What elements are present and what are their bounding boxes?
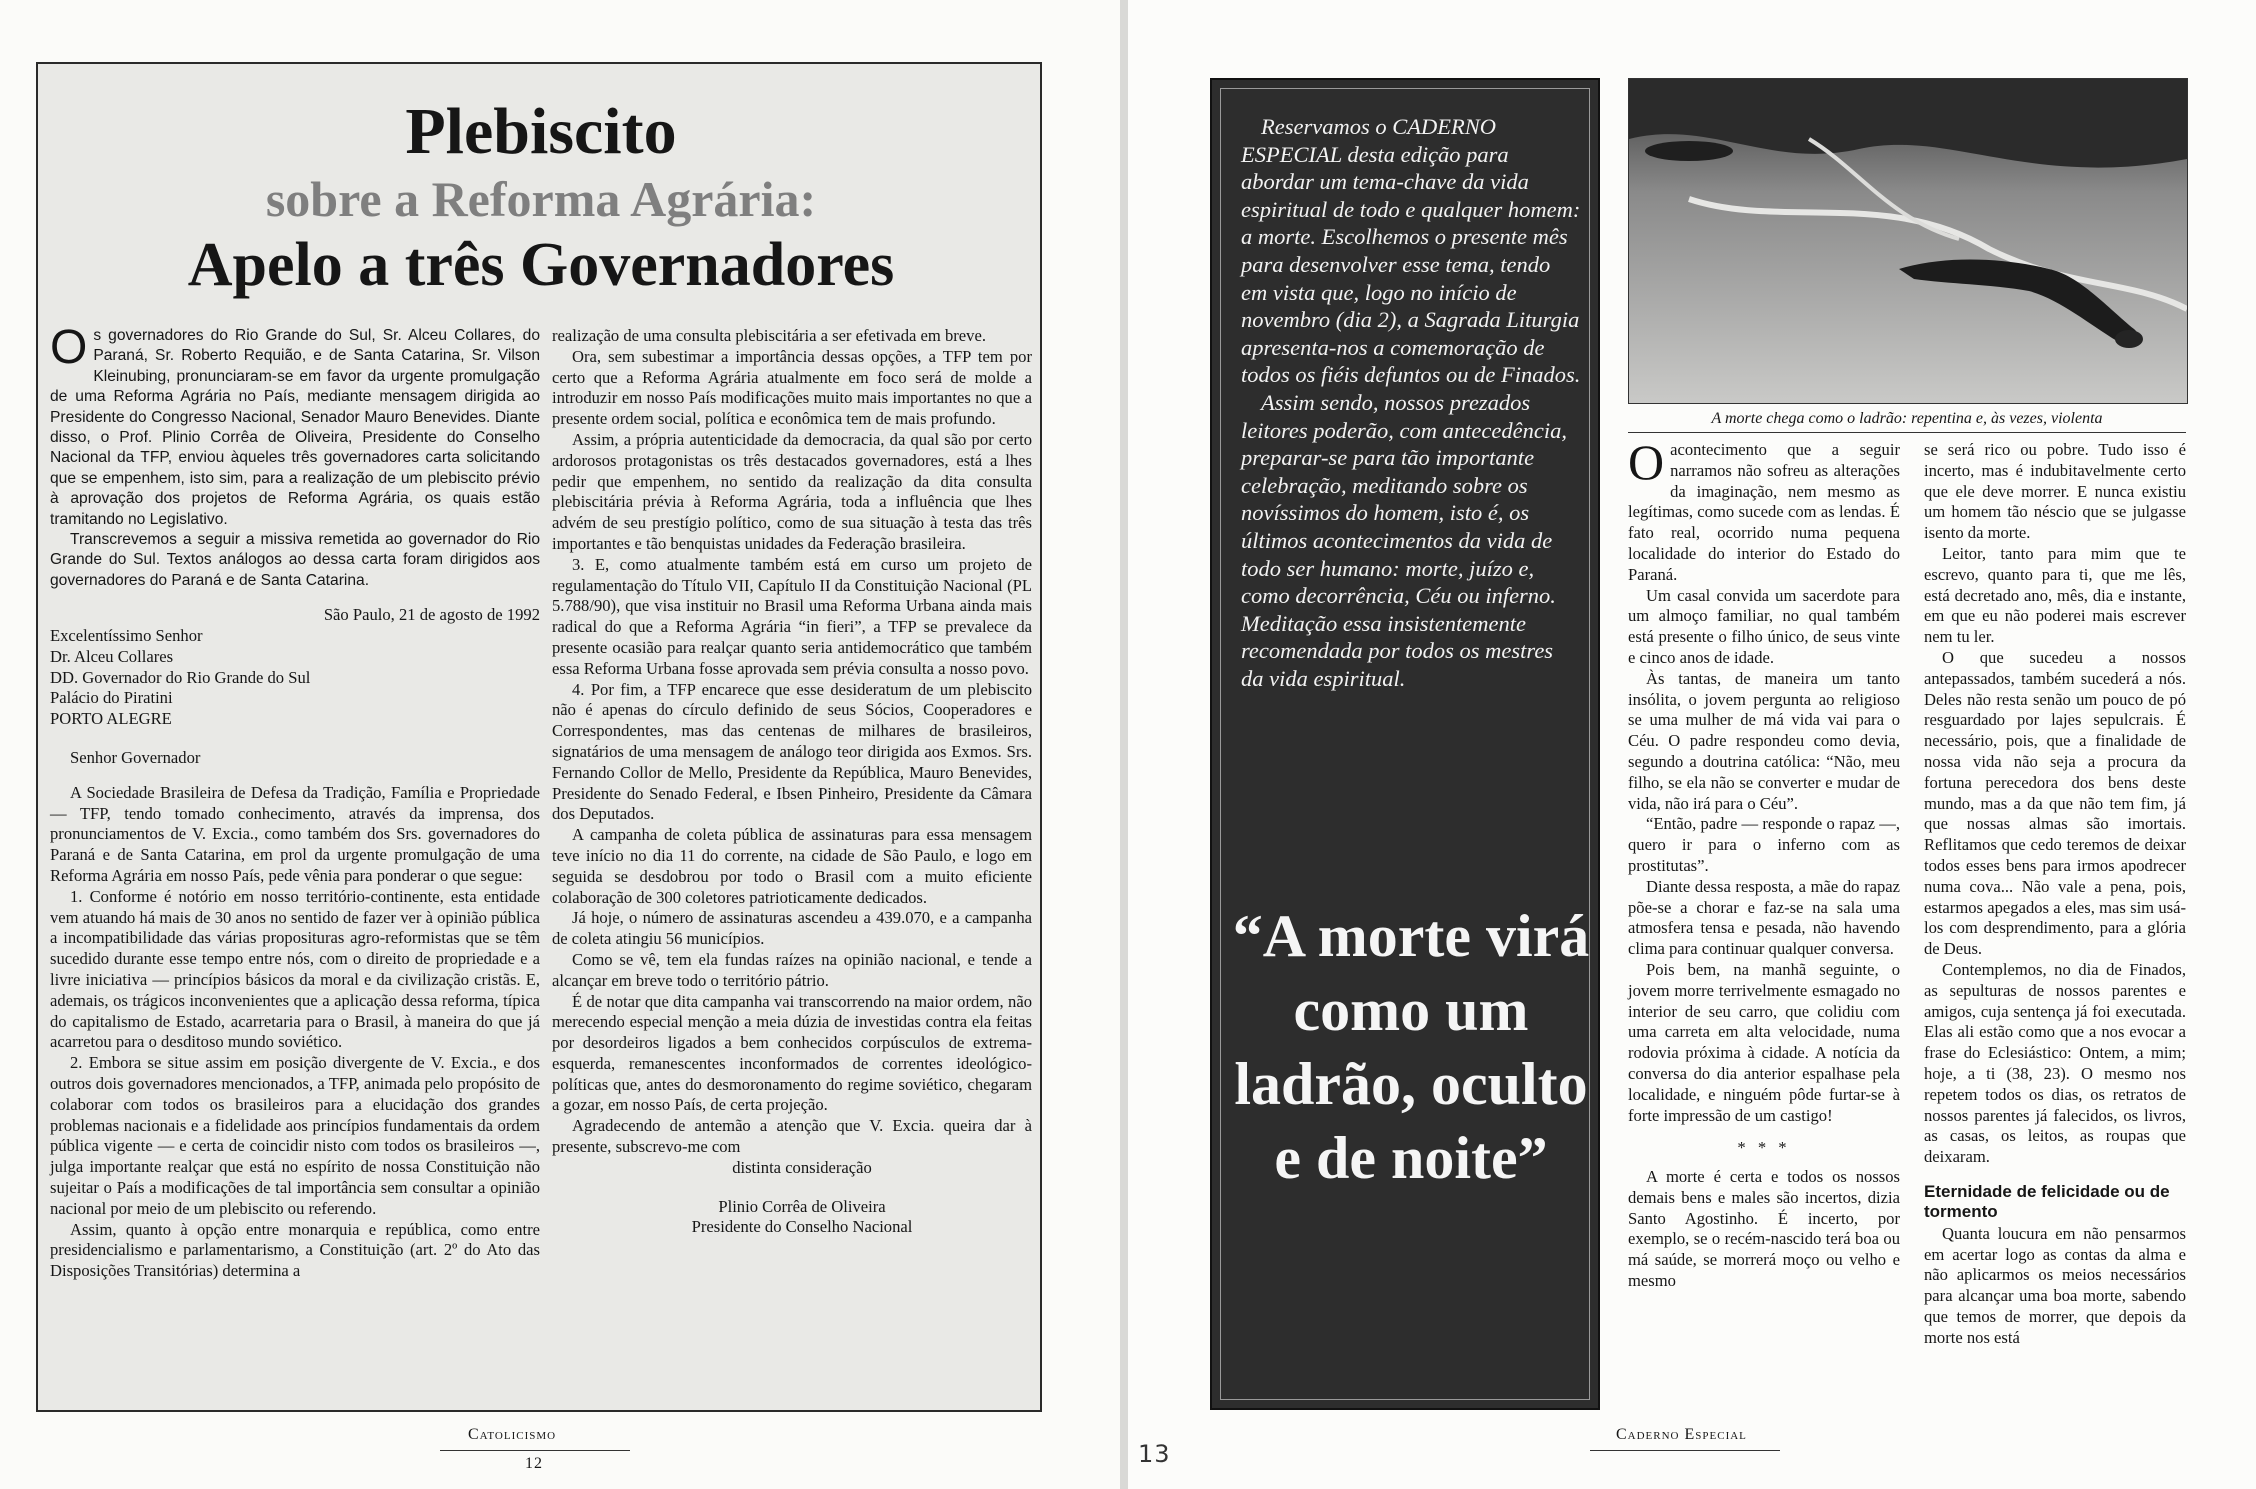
body-paragraph: Leitor, tanto para mim que te escrevo, quanto para ti, que me lês, está decretado ano, mês, dia e instante, em que eu não poderei mais escrever nem tu ler. bbox=[1924, 543, 2186, 647]
body-paragraph: Às tantas, de maneira um tanto insólita, o jovem pergunta ao religioso se uma mulher de má vida vai para o Céu. O padre respondeu como devia, segundo a doutrina católica: “Não, meu filho, se ela não se converter e mudar de vida, não irá para o Céu”. bbox=[1628, 668, 1900, 813]
intro-paragraph: Reservamos o CADERNO ESPECIAL desta edição para abordar um tema-chave da vida espiritual de todo e qualquer homem: a morte. Escolhemos o presente mês para desenvolver esse tema, tendo em vista que, logo no início de novembro (dia 2), a Sagrada Liturgia apresenta-nos a comemoração de todos os fiéis defuntos ou de Finados. bbox=[1241, 114, 1581, 388]
body-paragraph: Ora, sem subestimar a importância dessas opções, a TFP tem por certo que a Reforma Agrária atualmente em foco será de molde a introduzir em nosso País modificações muito mais importantes no que a presente ordem social, política e econômica tem de mais profundo. bbox=[552, 346, 1032, 429]
dateline: São Paulo, 21 de agosto de 1992 bbox=[323, 605, 540, 625]
intro-paragraph-2: Transcrevemos a seguir a missiva remetida ao governador do Rio Grande do Sul. Textos análogos ao dessa carta foram dirigidos aos governadores do Paraná e de Santa Catarina. bbox=[50, 531, 540, 589]
handwritten-page-number: 13 bbox=[1138, 1440, 1171, 1468]
body-paragraph: se será rico ou pobre. Tudo isso é incerto, mas é indubitavelmente certo que ele deve morrer. E nunca existiu um homem tão néscio que se julgasse isento da morte. bbox=[1924, 440, 2186, 543]
closing-line: distinta consideração bbox=[732, 1157, 872, 1177]
intro-text bbox=[1241, 113, 1581, 692]
footer-label: Caderno Especial bbox=[1616, 1426, 1747, 1443]
caption-rule bbox=[1628, 432, 2186, 433]
footer-rule bbox=[1590, 1450, 1780, 1451]
article-box bbox=[36, 62, 1042, 1412]
address-line: DD. Governador do Rio Grande do Sul bbox=[50, 667, 311, 687]
footer-label: Catolicismo bbox=[468, 1426, 557, 1443]
intro-box-frame bbox=[1220, 88, 1590, 1400]
body-paragraph: Contemplemos, no dia de Finados, as sepulturas de nossos parentes e amigos, cuja sentença já foi executada. Elas ali estão como que a nos evocar a frase do Eclesiástico: Ontem, a mim; hoje, a ti (38, 23). O mesmo nos repetem todos os dias, os retratos de nossos parentes já falecidos, os livros, as casas, os leitos, as roupas que deixaram. bbox=[1924, 959, 2186, 1167]
photo-caption: A morte chega como o ladrão: repentina e, às vezes, violenta bbox=[1711, 410, 2103, 427]
address-line: Palácio do Piratini bbox=[50, 688, 173, 708]
body-paragraph: É de notar que dita campanha vai transcorrendo na maior ordem, não merecendo especial menção a meia dúzia de investidas contra ela feitas por desordeiros ligados a bem conhecidos corpúsculos de extrema-esquerda, remanescentes inconformados de correntes ideológico-políticas que, antes do desmoronamento do regime soviético, chegaram a gozar, em nosso País, de certa projeção. bbox=[552, 991, 1032, 1115]
body-paragraph: acontecimento que a seguir narramos não sofreu as alterações da imaginação, nem mesmo as legítimas, como sucede com as lendas. É fato real, ocorrido numa pequena localidade do interior do Estado do Paraná. bbox=[1628, 440, 1900, 584]
drop-cap: O bbox=[50, 321, 88, 374]
body-paragraph: realização de uma consulta plebiscitária a ser efetivada em breve. bbox=[552, 326, 986, 345]
accident-photo-image bbox=[1629, 79, 2187, 403]
section-separator: * * * bbox=[1737, 1138, 1791, 1158]
column-left bbox=[50, 321, 540, 1282]
body-paragraph: A morte é certa e todos os nossos demais bens e males são incertos, dizia Santo Agostinho. É incerto, por exemplo, se o recém-nascido terá boa ou má saúde, se morrerá moço ou velho e mesmo bbox=[1628, 1167, 1900, 1291]
body-paragraph: Já hoje, o número de assinaturas ascendeu a 439.070, e a campanha de coleta atingiu 56 municípios. bbox=[552, 908, 1032, 949]
body-paragraph: 4. Por fim, a TFP encarece que esse desideratum de um plebiscito não é apenas do círculo definido de seus Sócios, Cooperadores e Correspondentes, mas das centenas de milhares de brasileiros, signatários de uma mensagem de análogo teor dirigida aos Exmos. Srs. Fernando Collor de Mello, Presidente da República, Mauro Benevides, Presidente do Senado Federal, e Ibsen Pinheiro, Presidente da Câmara dos Deputados. bbox=[552, 679, 1032, 824]
body-paragraph: Pois bem, na manhã seguinte, o jovem morre terrivelmente esmagado no interior de seu carro, que colidiu com uma carreta em alta velocidade, numa rodovia próxima à cidade. A notícia da conversa do dia anterior espalhase pela localidade, e ninguém pôde furtar-se à forte impressão de um castigo! bbox=[1628, 959, 1900, 1125]
headline-line3: Apelo a três Governadores bbox=[187, 231, 895, 299]
section-subhead: Eternidade de felicidade ou de tormento bbox=[1924, 1181, 2170, 1221]
body-paragraph: 1. Conforme é notório em nosso território-continente, esta entidade vem atuando há mais de 30 anos no sentido de fazer ver à opinião pública a incompatibilidade das várias proposituras agro-reformistas que se têm sucedido durante esse tempo entre nós, com o direito de propriedade e a livre iniciativa — princípios básicos da moral e da civilização cristãs. E, ademais, os trágicos inconvenientes que a aplicação dessa reforma, típica do capitalismo de Estado, acarretaria para o Brasil, à maneira do que já acarretou para o desditoso mundo soviético. bbox=[50, 886, 540, 1052]
body-paragraph: O que sucedeu a nossos antepassados, também sucederá a nós. Deles não resta senão um pouco de pó resguardado por lajes sepulcrais. É necessário, pois, que a finalidade de nossa vida não seja a procura da fortuna perecedora dos bens deste mundo, mas a da que não tem fim, já que nossas almas são imortais. Reflitamos que cedo teremos de deixar todos esses bens para irmos apodrecer numa cova... Não vale a pena, pois, estarmos apegados a eles, mas sim usá-los com desprendimento, para a glória de Deus. bbox=[1924, 647, 2186, 959]
article-column-left bbox=[1628, 434, 1900, 1292]
drop-cap: O bbox=[1628, 434, 1665, 490]
signature-title: Presidente do Conselho Nacional bbox=[691, 1217, 913, 1237]
page-gutter bbox=[1120, 0, 1128, 1489]
body-paragraph: Um casal convida um sacerdote para um almoço familiar, no qual também está presente o filho único, de seus vinte e cinco anos de idade. bbox=[1628, 585, 1900, 667]
signature-name: Plinio Corrêa de Oliveira bbox=[718, 1196, 886, 1216]
right-page bbox=[1128, 0, 2256, 1489]
intro-block bbox=[50, 321, 540, 591]
intro-box bbox=[1210, 78, 1600, 1410]
intro-paragraph: Assim sendo, nossos prezados leitores poderão, com antecedência, preparar-se para tão importante celebração, meditando sobre os novíssimos do homem, isto é, os últimos acontecimentos da vida de todo ser humano: morte, juízo e, como decorrência, Céu ou inferno. Meditação essa insistentemente recomendada por todos os mestres da vida espiritual. bbox=[1241, 389, 1567, 691]
footer-rule bbox=[440, 1450, 630, 1451]
address-block bbox=[50, 626, 540, 730]
headline-line2: sobre a Reforma Agrária: bbox=[265, 171, 817, 227]
left-page bbox=[0, 0, 1120, 1489]
headline bbox=[38, 94, 1042, 302]
intro-paragraph: s governadores do Rio Grande do Sul, Sr. Alceu Collares, do Paraná, Sr. Roberto Requião, e de Santa Catarina, Sr. Vilson Kleinubing, pronunciaram-se em favor da urgente promulgação de uma Reforma Agrária no País, mediante mensagem dirigida ao Presidente do Congresso Nacional, Senador Mauro Benevides. Diante disso, o Prof. Plinio Corrêa de Oliveira, Presidente do Conselho Nacional da TFP, enviou àqueles três governadores carta solicitando que se empenhem, isto sim, para a realização de um plebiscito prévio à aprovação dos projetos de Reforma Agrária, os quais estão tramitando no Legislativo. bbox=[50, 327, 540, 528]
headline-line1: Plebiscito bbox=[405, 95, 677, 168]
column-right bbox=[552, 326, 1032, 1238]
article-column-right bbox=[1924, 440, 2186, 1349]
body-paragraph: Agradecendo de antemão a atenção que V. Excia. queira dar à presente, subscrevo-me com bbox=[552, 1116, 1032, 1157]
body-paragraph: Quanta loucura em não pensarmos em acertar logo as contas da alma e não aplicarmos os meios necessários para alcançar uma boa morte, sabendo que temos de morrer, que depois da morte nos está bbox=[1924, 1223, 2186, 1347]
address-line: Dr. Alceu Collares bbox=[50, 646, 174, 666]
body-paragraph: Diante dessa resposta, a mãe do rapaz põe-se a chorar e faz-se na sala uma atmosfera tensa e pesada, não havendo clima para continuar qualquer conversa. bbox=[1628, 876, 1900, 959]
body-paragraph: A Sociedade Brasileira de Defesa da Tradição, Família e Propriedade — TFP, tendo tomado conhecimento, através da imprensa, dos pronunciamentos de V. Excia., como também dos Srs. governadores do Paraná e de Santa Catarina, em prol da urgente promulgação de uma Reforma Agrária em nosso País, pede vênia para ponderar o que segue: bbox=[50, 782, 540, 886]
body-paragraph: Assim, a própria autenticidade da democracia, da qual são por certo ardorosos protagonistas os três destacados governadores, está a lhes pedir que empenhem, no sentido da realização da dita consulta plebiscitária prévia à Reforma Agrária, toda a influência que lhes advém de seu prestígio político, como de sua situação à testa das três importantes e tão benquistas unidades da Federação brasileira. bbox=[552, 429, 1032, 553]
address-line: PORTO ALEGRE bbox=[50, 709, 172, 729]
body-paragraph: Assim, quanto à opção entre monarquia e república, como entre presidencialismo e parlamentarismo, a Constituição (art. 2º do Ato das Disposições Transitórias) determina a bbox=[50, 1219, 540, 1281]
body-paragraph: “Então, padre — responde o rapaz —, quero ir para o inferno com as prostitutas”. bbox=[1628, 814, 1900, 875]
accident-photo bbox=[1628, 78, 2188, 404]
body-paragraph: 3. E, como atualmente também está em curso um projeto de regulamentação do Título VII, Capítulo II da Constituição Nacional (PL 5.788/90), que visa instituir no Brasil uma Reforma Urbana ainda mais radical do que a Reforma Agrária “in fieri”, a TFP se prevalece da presente ocasião para realçar quanto seria antidemocrático que também essa Reforma Urbana fosse aprovada sem prévia consulta a nosso povo. bbox=[552, 554, 1032, 678]
body-paragraph: Como se vê, tem ela fundas raízes na opinião nacional, e tende a alcançar em breve todo o território pátrio. bbox=[552, 949, 1032, 990]
salutation: Senhor Governador bbox=[70, 748, 201, 768]
body-paragraph: 2. Embora se situe assim em posição divergente de V. Excia., e dos outros dois governadores mencionados, a TFP, animada pelo propósito de colaborar com todos os brasileiros para a elucidação dos grandes problemas nacionais e a fidelidade aos princípios fundamentais da ordem pública vigente — e certa de coincidir nisto com todos os brasileiros —, julga importante realçar que está no espírito de nossa Constituição não sujeitar o País a modificações de tal importância sem consultar a opinião nacional por meio de um plebiscito ou referendo. bbox=[50, 1053, 540, 1218]
body-paragraph: A campanha de coleta pública de assinaturas para essa mensagem teve início no dia 11 do corrente, na cidade de São Paulo, e logo em seguida se desdobrou por todo o Brasil com a muito eficiente colaboração de 300 coletores patrioticamente dedicados. bbox=[552, 825, 1032, 907]
page-number: 12 bbox=[525, 1455, 543, 1472]
pull-quote: “A morte virá como um ladrão, oculto e de noite” bbox=[1232, 903, 1590, 1191]
address-line: Excelentíssimo Senhor bbox=[50, 626, 203, 646]
